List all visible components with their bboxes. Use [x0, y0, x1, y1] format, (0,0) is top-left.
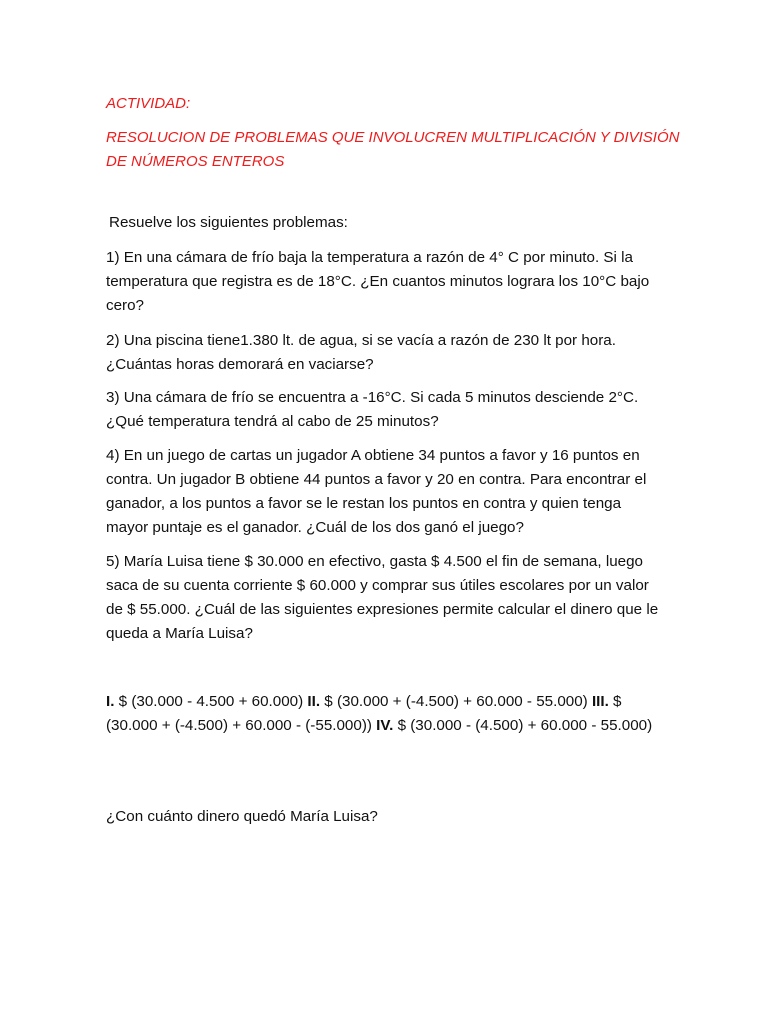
option-numeral-2: II. [307, 693, 321, 710]
problem-5: 5) María Luisa tiene $ 30.000 en efectivo, gasta $ 4.500 el fin de semana, luego saca de su cuenta corriente $ 60.000 y comprar sus útiles escolares por un valor de $ 55.000. ¿Cuál de las siguientes expresiones permite calcular el dinero que le queda a María Luisa? [106, 553, 659, 642]
final-question: ¿Con cuánto dinero quedó María Luisa? [106, 808, 378, 825]
document-title: RESOLUCION DE PROBLEMAS QUE INVOLUCREN MULTIPLICACIÓN Y DIVISIÓN DE NÚMEROS ENTEROS [106, 129, 680, 170]
option-numeral-3: III. [591, 693, 609, 710]
option-expression-4: $ (30.000 - (4.500) + 60.000 - 55.000) [393, 717, 653, 734]
problem-3: 3) Una cámara de frío se encuentra a -16°C. Si cada 5 minutos desciende 2°C. ¿Qué temperatura tendrá al cabo de 25 minutos? [106, 389, 639, 430]
problem-1: 1) En una cámara de frío baja la temperatura a razón de 4° C por minuto. Si la temperatura que registra es de 18°C. ¿En cuantos minutos lograra los 10°C bajo cero? [106, 249, 650, 314]
option-expression-1: $ (30.000 - 4.500 + 60.000) [114, 693, 308, 710]
problem-2: 2) Una piscina tiene1.380 lt. de agua, si se vacía a razón de 230 lt por hora. ¿Cuántas horas demorará en vaciarse? [106, 332, 616, 373]
activity-label: ACTIVIDAD: [106, 95, 191, 112]
option-numeral-4: IV. [376, 717, 394, 734]
option-numeral-1: I. [106, 693, 115, 710]
answer-options [106, 690, 666, 738]
option-expression-2: $ (30.000 + (-4.500) + 60.000 - 55.000) [320, 693, 592, 710]
instructions-text: Resuelve los siguientes problemas: [109, 214, 348, 231]
option-expression-3: $ (30.000 + (-4.500) + 60.000 - (-55.000)) [106, 693, 622, 734]
problem-4: 4) En un juego de cartas un jugador A obtiene 34 puntos a favor y 16 puntos en contra. Un jugador B obtiene 44 puntos a favor y 20 en contra. Para encontrar el ganador, a los puntos a favor se le restan los puntos en contra y quien tenga mayor puntaje es el ganador. ¿Cuál de los dos ganó el juego? [106, 447, 647, 536]
